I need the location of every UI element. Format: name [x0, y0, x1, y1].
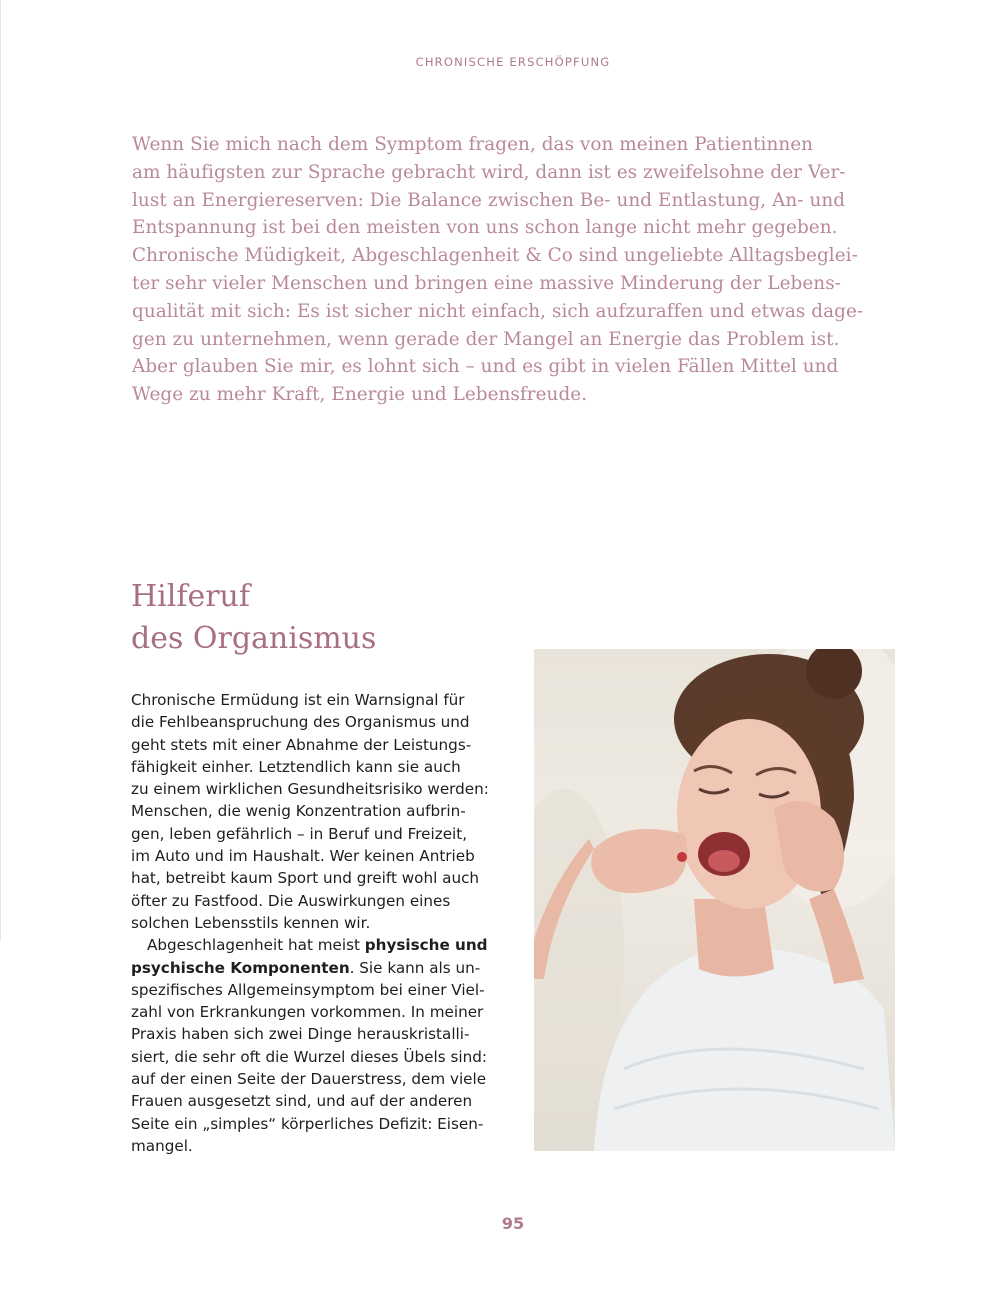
intro-paragraph — [132, 131, 912, 409]
yawning-woman-illustration — [534, 649, 895, 1151]
emphasis-text: physische und — [364, 936, 488, 955]
intro-line: Aber glauben Sie mir, es lohnt sich – und es gibt in vielen Fällen Mittel und — [132, 356, 839, 378]
body-line — [131, 934, 501, 956]
body-line: gen, leben gefährlich – in Beruf und Freizeit, — [131, 824, 468, 843]
body-line: Menschen, die wenig Konzentration aufbrin- — [131, 802, 466, 821]
body-line: hat, betreibt kaum Sport und greift wohl auch — [131, 869, 480, 888]
body-line: fähigkeit einher. Letztendlich kann sie auch — [131, 757, 461, 776]
intro-line: Wenn Sie mich nach dem Symptom fragen, das von meinen Patientinnen — [132, 134, 814, 155]
section-heading-line: des Organismus — [131, 621, 377, 656]
body-text-run: Abgeschlagenheit hat meist — [147, 936, 365, 955]
section-heading — [131, 576, 376, 660]
photo-yawning-woman — [534, 649, 895, 1151]
body-line: Seite ein „simples“ körperliches Defizit: Eisen- — [131, 1114, 484, 1133]
intro-line: lust an Energiereserven: Die Balance zwischen Be- und Entlastung, An- und — [132, 189, 846, 211]
body-line: solchen Lebensstils kennen wir. — [131, 913, 371, 932]
body-line: im Auto und im Haushalt. Wer keinen Antrieb — [131, 847, 475, 866]
page-number: 95 — [501, 1214, 525, 1233]
emphasis-text: psychische Komponenten — [131, 958, 350, 977]
body-line: Frauen ausgesetzt sind, und auf der anderen — [131, 1092, 473, 1111]
body-line: die Fehlbeanspruchung des Organismus und — [131, 713, 470, 732]
intro-line: ter sehr vieler Menschen und bringen eine massive Minderung der Lebens- — [132, 272, 841, 294]
intro-line: Entspannung ist bei den meisten von uns schon lange nicht mehr gegeben. — [132, 217, 838, 239]
body-text — [131, 689, 501, 1157]
intro-line: Chronische Müdigkeit, Abgeschlagenheit & Co sind ungeliebte Alltagsbeglei- — [132, 245, 858, 267]
body-line: öfter zu Fastfood. Die Auswirkungen eines — [131, 891, 451, 910]
running-header: CHRONISCHE ERSCHÖPFUNG — [415, 55, 611, 69]
body-line: zu einem wirklichen Gesundheitsrisiko werden: — [131, 780, 489, 799]
body-line — [131, 957, 501, 979]
body-line: Praxis haben sich zwei Dinge herauskristalli- — [131, 1025, 470, 1044]
body-line: Chronische Ermüdung ist ein Warnsignal für — [131, 691, 465, 709]
body-text-run: . Sie kann als un- — [349, 958, 481, 977]
body-line: mangel. — [131, 1136, 193, 1155]
body-line: auf der einen Seite der Dauerstress, dem viele — [131, 1070, 487, 1089]
body-line: zahl von Erkrankungen vorkommen. In meiner — [131, 1003, 484, 1022]
intro-line: am häufigsten zur Sprache gebracht wird, dann ist es zweifelsohne der Ver- — [132, 161, 846, 183]
intro-line: Wege zu mehr Kraft, Energie und Lebensfreude. — [132, 384, 588, 406]
section-heading-line: Hilferuf — [131, 579, 250, 614]
body-line: siert, die sehr oft die Wurzel dieses Übels sind: — [131, 1047, 487, 1066]
body-line: geht stets mit einer Abnahme der Leistungs- — [131, 735, 472, 754]
page-edge-line — [0, 0, 1, 940]
intro-line: gen zu unternehmen, wenn gerade der Mangel an Energie das Problem ist. — [132, 328, 840, 350]
body-line: spezifisches Allgemeinsymptom bei einer Viel- — [131, 980, 485, 999]
intro-line: qualität mit sich: Es ist sicher nicht einfach, sich aufzuraffen und etwas dage- — [132, 300, 864, 322]
